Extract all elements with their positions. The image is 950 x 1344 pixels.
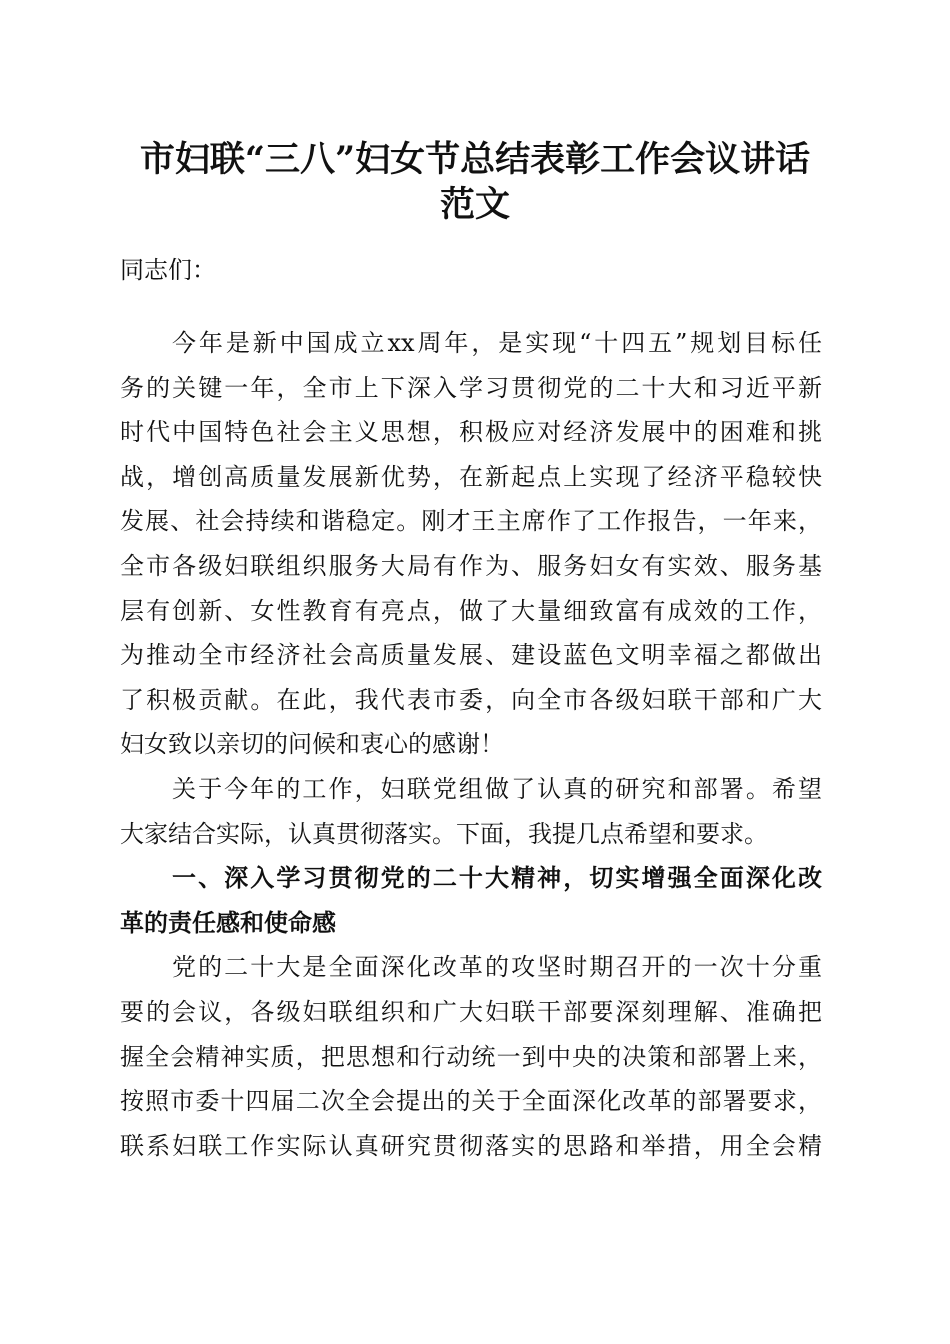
paragraph-hopes-line: 关于今年的工作，妇联党组做了认真的研究和部署。希望 [172,775,822,803]
document-title-line-1: 市妇联“三八”妇女节总结表彰工作会议讲话 [139,139,811,180]
section-heading-1-line: 革的责任感和使命感 [120,909,336,937]
section-heading-1-line: 一、深入学习贯彻党的二十大精神，切实增强全面深化改 [172,864,822,892]
paragraph-hopes-line: 大家结合实际，认真贯彻落实。下面，我提几点希望和要求。 [120,820,768,848]
paragraph-section-1-line: 按照市委十四届二次全会提出的关于全面深化改革的部署要求， [120,1087,822,1115]
paragraph-section-1-line: 联系妇联工作实际认真研究贯彻落实的思路和举措，用全会精 [120,1132,822,1160]
paragraph-intro-line: 妇女致以亲切的问候和衷心的感谢！ [120,730,504,758]
paragraph-section-1-line: 党的二十大是全面深化改革的攻坚时期召开的一次十分重 [172,953,822,981]
document-title-line-2: 范文 [439,184,510,225]
paragraph-intro-line: 为推动全市经济社会高质量发展、建设蓝色文明幸福之都做出 [120,641,822,669]
paragraph-intro-line: 层有创新、女性教育有亮点，做了大量细致富有成效的工作， [120,597,822,625]
paragraph-section-1-line: 要的会议，各级妇联组织和广大妇联干部要深刻理解、准确把 [120,998,822,1026]
paragraph-intro-line: 了积极贡献。在此，我代表市委，向全市各级妇联干部和广大 [120,686,822,714]
paragraph-intro-line: 全市各级妇联组织服务大局有作为、服务妇女有实效、服务基 [120,552,822,580]
paragraph-section-1-line: 握全会精神实质，把思想和行动统一到中央的决策和部署上来， [120,1043,822,1071]
paragraph-intro-line: 务的关键一年，全市上下深入学习贯彻党的二十大和习近平新 [120,374,822,402]
salutation: 同志们： [120,256,216,284]
paragraph-intro-line: 战，增创高质量发展新优势，在新起点上实现了经济平稳较快 [120,463,822,491]
paragraph-intro-line: 发展、社会持续和谐稳定。刚才王主席作了工作报告，一年来， [120,507,822,535]
paragraph-intro-line: 时代中国特色社会主义思想，积极应对经济发展中的困难和挑 [120,418,822,446]
paragraph-intro-line: 今年是新中国成立xx周年，是实现“十四五”规划目标任 [172,329,822,357]
